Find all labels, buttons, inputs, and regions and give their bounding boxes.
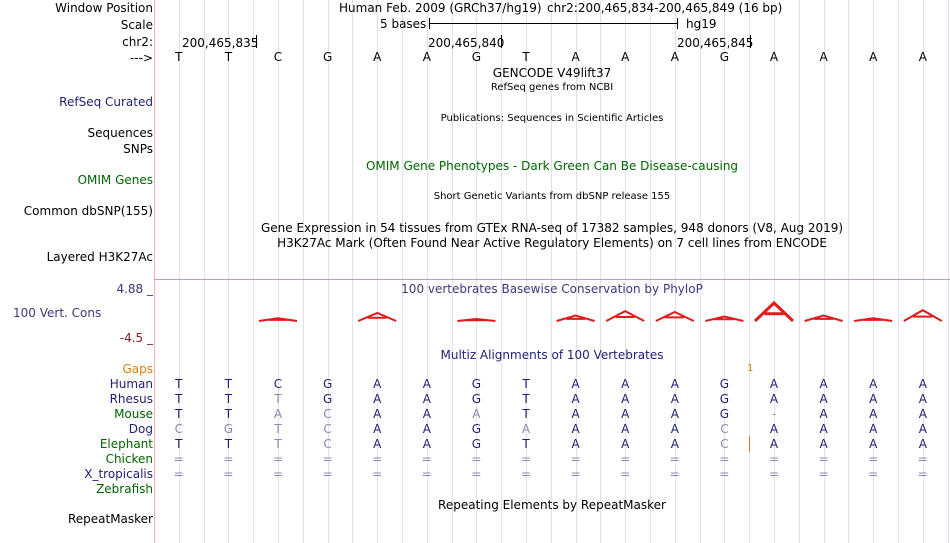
alignment-base: = (223, 467, 234, 481)
alignment-base: T (274, 392, 282, 406)
alignment-base: A (571, 422, 580, 436)
alignment-base: = (570, 467, 581, 481)
alignment-base: = (372, 452, 383, 466)
alignment-base: A (373, 422, 382, 436)
h3k27ac-track-title[interactable]: H3K27Ac Mark (Often Found Near Active Regulatory Elements) on 7 cell lines from ENCODE (277, 236, 827, 250)
species-label[interactable]: Rhesus (109, 392, 153, 406)
window-position-label: Window Position (55, 1, 153, 15)
scale-bar (429, 18, 678, 29)
alignment-base: = (322, 467, 333, 481)
sequences-label[interactable]: Sequences (87, 126, 153, 140)
species-label[interactable]: Mouse (114, 407, 153, 421)
reference-base: A (373, 50, 382, 64)
alignment-base: = (917, 452, 928, 466)
coord-3: 200,465,845 (677, 36, 754, 50)
scale-text: 5 bases (380, 17, 427, 31)
alignment-base: T (522, 377, 530, 391)
gaps-label[interactable]: Gaps (122, 362, 153, 376)
alignment-base: T (522, 392, 530, 406)
reference-base: T (224, 50, 233, 64)
species-label[interactable]: Dog (128, 422, 153, 436)
alignment-base: = (223, 452, 234, 466)
cons-min-label: -4.5 _ (119, 331, 153, 345)
alignment-base: G (719, 407, 730, 421)
phylop-track-title[interactable]: 100 vertebrates Basewise Conservation by PhyloP (401, 282, 703, 296)
gap-count: 1 (747, 363, 754, 374)
common-dbsnp-label[interactable]: Common dbSNP(155) (23, 204, 153, 218)
alignment-base: A (819, 392, 828, 406)
alignment-base: G (719, 392, 730, 406)
reference-base: A (670, 50, 679, 64)
alignment-base: = (570, 452, 581, 466)
phylop-mark (904, 310, 942, 321)
alignment-base: = (620, 467, 631, 481)
alignment-base: A (422, 377, 431, 391)
alignment-base: A (869, 377, 878, 391)
alignment-base: = (669, 452, 680, 466)
reference-base: C (273, 50, 283, 64)
alignment-base: A (373, 392, 382, 406)
alignment-base: = (669, 467, 680, 481)
alignment-base: = (272, 452, 284, 466)
phylop-mark (259, 318, 297, 321)
alignment-base: T (522, 437, 530, 451)
reference-base: T (522, 50, 530, 64)
alignment-base: = (421, 452, 432, 466)
alignment-base: A (918, 437, 927, 451)
alignment-base: A (670, 437, 679, 451)
alignment-base: A (769, 392, 779, 406)
alignment-base: A (769, 437, 779, 451)
vert-cons-label[interactable]: 100 Vert. Cons (13, 306, 102, 320)
phylop-mark (805, 316, 843, 321)
alignment-base: T (175, 392, 183, 406)
alignment-base: = (768, 467, 780, 481)
alignment-base: = (868, 467, 879, 481)
alignment-base: G (322, 377, 333, 391)
alignment-base: A (819, 437, 828, 451)
alignment-base: = (818, 452, 829, 466)
alignment-base: A (521, 422, 531, 436)
alignment-base: = (818, 467, 829, 481)
alignment-base: A (621, 437, 630, 451)
alignment-base: = (173, 452, 184, 466)
alignment-base: A (819, 377, 828, 391)
snp-track-title[interactable]: Short Genetic Variants from dbSNP release 155 (433, 191, 671, 202)
species-label[interactable]: Human (109, 377, 153, 391)
alignment-base: A (621, 422, 630, 436)
alignment-base: T (175, 437, 183, 451)
alignment-base: A (918, 377, 927, 391)
alignment-base: A (869, 407, 878, 421)
alignment-base: A (273, 407, 283, 421)
alignment-base: = (322, 452, 333, 466)
alignment-base: = (520, 452, 532, 466)
alignment-base: = (173, 467, 184, 481)
reference-base: G (322, 50, 333, 64)
omim-genes-label[interactable]: OMIM Genes (77, 173, 153, 187)
alignment-base: A (918, 422, 927, 436)
strand-label: ---> (129, 51, 153, 65)
alignment-base: G (322, 392, 333, 406)
alignment-base: = (917, 467, 928, 481)
alignment-base: A (819, 407, 828, 421)
alignment-base: = (719, 452, 730, 466)
alignment-base: T (522, 407, 530, 421)
alignment-base: A (472, 407, 481, 421)
alignment-base: = (768, 452, 780, 466)
alignment-base: A (670, 392, 679, 406)
phylop-mark (854, 318, 892, 321)
alignment-base: C (720, 422, 729, 436)
alignment-base: A (769, 422, 779, 436)
coord-2: 200,465,840 (428, 36, 505, 50)
phylop-mark (656, 312, 694, 321)
reference-base: A (819, 50, 828, 64)
alignment-base: T (224, 437, 233, 451)
alignment-base: C (273, 377, 283, 391)
reference-base: A (571, 50, 580, 64)
publications-track-title[interactable]: Publications: Sequences in Scientific Articles (440, 113, 664, 124)
alignment-base: C (323, 407, 332, 421)
alignment-base: T (224, 377, 233, 391)
alignment-base: G (223, 422, 234, 436)
alignment-base: T (274, 437, 282, 451)
alignment-base: = (272, 467, 284, 481)
alignment-base: A (869, 437, 878, 451)
phylop-mark (457, 319, 495, 321)
alignment-base: A (571, 377, 580, 391)
alignment-base: A (571, 407, 580, 421)
alignment-base: C (323, 422, 332, 436)
phylop-mark (557, 316, 595, 321)
alignment-base: A (819, 422, 828, 436)
alignment-base: G (471, 437, 482, 451)
alignment-base: A (621, 407, 630, 421)
alignment-base: A (670, 422, 679, 436)
alignment-base: - (771, 407, 777, 421)
gencode-track-title[interactable]: GENCODE V49lift37 (492, 66, 612, 80)
alignment-base: C (174, 422, 183, 436)
alignment-base: T (224, 407, 233, 421)
alignment-base: = (471, 467, 482, 481)
alignment-base: G (719, 377, 730, 391)
alignment-base: G (471, 377, 482, 391)
reference-base: T (175, 50, 183, 64)
chrom-label: chr2: (122, 35, 153, 49)
alignment-base: A (373, 407, 382, 421)
species-label[interactable]: Elephant (99, 437, 153, 451)
refseq-curated-label[interactable]: RefSeq Curated (59, 95, 153, 109)
species-label[interactable]: Chicken (105, 452, 153, 466)
alignment-base: = (868, 452, 879, 466)
species-label[interactable]: Zebrafish (96, 482, 153, 496)
alignment-base: A (373, 377, 382, 391)
alignment-base: A (373, 437, 382, 451)
alignment-base: A (422, 407, 431, 421)
alignment-base: A (422, 392, 431, 406)
alignment-base: A (918, 392, 927, 406)
reference-base: A (918, 50, 927, 64)
reference-base: A (422, 50, 431, 64)
omim-track-title[interactable]: OMIM Gene Phenotypes - Dark Green Can Be Disease-causing (365, 159, 739, 173)
alignment-base: C (323, 437, 332, 451)
alignment-base: = (421, 467, 432, 481)
alignment-base: A (670, 407, 679, 421)
gtex-track-title[interactable]: Gene Expression in 54 tissues from GTEx RNA-seq of 17382 samples, 948 donors (V8, Aug 2019) (260, 221, 844, 235)
alignment-base: A (869, 422, 878, 436)
alignment-base: A (621, 377, 630, 391)
layered-h3k27ac-label[interactable]: Layered H3K27Ac (46, 250, 153, 264)
alignment-base: G (471, 392, 482, 406)
cons-max-label: 4.88 _ (116, 282, 153, 296)
alignment-base: = (520, 467, 532, 481)
coord-1: 200,465,835 (182, 36, 259, 50)
alignment-base: G (471, 422, 482, 436)
alignment-base: A (571, 437, 580, 451)
alignment-base: T (175, 407, 183, 421)
reference-base: A (769, 50, 779, 64)
scale-db: hg19 (686, 17, 717, 31)
reference-base: G (719, 50, 730, 64)
alignment-base: C (720, 437, 729, 451)
species-label[interactable]: X_tropicalis (84, 467, 153, 481)
assembly-title: Human Feb. 2009 (GRCh37/hg19) (339, 1, 542, 15)
alignment-base: = (719, 467, 730, 481)
alignment-base: A (621, 392, 630, 406)
repeat-track-title[interactable]: Repeating Elements by RepeatMasker (438, 498, 666, 512)
alignment-base: T (175, 377, 183, 391)
snps-label[interactable]: SNPs (123, 142, 153, 156)
alignment-base: T (274, 422, 282, 436)
alignment-base: A (769, 377, 779, 391)
alignment-base: = (471, 452, 482, 466)
alignment-base: T (224, 392, 233, 406)
alignment-base: = (620, 452, 631, 466)
alignment-base: A (918, 407, 927, 421)
reference-base: G (471, 50, 482, 64)
alignment-base: = (372, 467, 383, 481)
reference-base: A (869, 50, 878, 64)
scale-label: Scale (120, 18, 153, 32)
position-readout: chr2:200,465,834-200,465,849 (16 bp) (547, 1, 783, 15)
refseq-track-title[interactable]: RefSeq genes from NCBI (490, 82, 614, 93)
multiz-track-title[interactable]: Multiz Alignments of 100 Vertebrates (440, 348, 664, 362)
repeatmasker-label[interactable]: RepeatMasker (67, 512, 153, 526)
reference-base: A (621, 50, 630, 64)
alignment-base: A (571, 392, 580, 406)
alignment-base: A (670, 377, 679, 391)
alignment-base: A (869, 392, 878, 406)
alignment-base: A (422, 422, 431, 436)
alignment-base: A (422, 437, 431, 451)
